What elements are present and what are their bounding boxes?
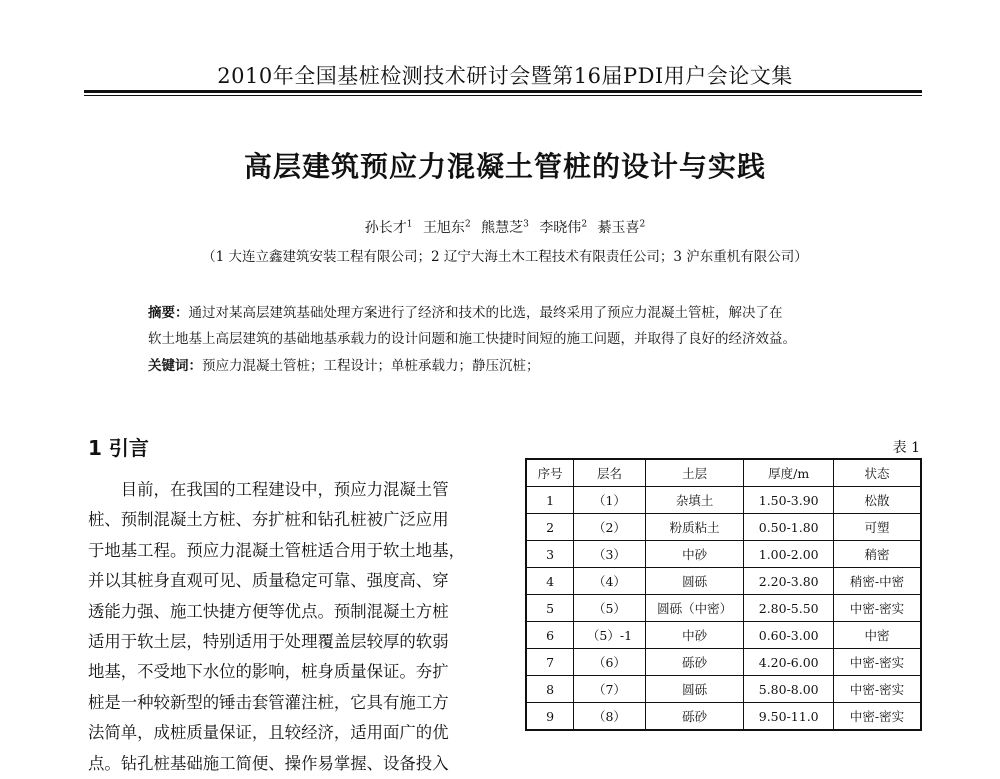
- table-cell: 2: [526, 514, 574, 541]
- table-cell: 粉质粘土: [645, 514, 744, 541]
- text-line: 适用于软土层，特别适用于处理覆盖层较厚的软弱: [88, 632, 449, 652]
- column-header: 土层: [645, 459, 744, 487]
- table-row: [526, 541, 921, 568]
- table-row: [526, 676, 921, 703]
- table-cell: 中密-密实: [833, 649, 921, 676]
- table-cell: （5）-1: [574, 622, 646, 649]
- table-cell: 中密: [833, 622, 921, 649]
- table-row: [526, 649, 921, 676]
- table-row: [526, 595, 921, 622]
- table-body: [526, 487, 921, 731]
- table-cell: 5.80-8.00: [744, 676, 834, 703]
- table-cell: 中密-密实: [833, 703, 921, 731]
- table-cell: 中密-密实: [833, 676, 921, 703]
- abstract-label: 摘要：: [148, 305, 189, 321]
- abstract-text: 通过对某高层建筑基础处理方案进行了经济和技术的比选，最终采用了预应力混凝土管桩，解决了在: [188, 305, 783, 321]
- table-cell: 中密-密实: [833, 595, 921, 622]
- table-cell: 1.50-3.90: [744, 487, 834, 514]
- table-cell: 1.00-2.00: [744, 541, 834, 568]
- running-header: 2010年全国基桩检测技术研讨会暨第16届PDI用户会论文集: [217, 64, 793, 88]
- column-header: 状态: [833, 459, 921, 487]
- table-cell: 圆砾（中密）: [645, 595, 744, 622]
- table-cell: （8）: [574, 703, 646, 731]
- table-cell: （5）: [574, 595, 646, 622]
- table-cell: 8: [526, 676, 574, 703]
- table-row: [526, 514, 921, 541]
- table-cell: 5: [526, 595, 574, 622]
- table-cell: 松散: [833, 487, 921, 514]
- table-cell: （4）: [574, 568, 646, 595]
- table-cell: 稍密-中密: [833, 568, 921, 595]
- table-cell: （6）: [574, 649, 646, 676]
- table-cell: 7: [526, 649, 574, 676]
- text-line: 地基，不受地下水位的影响，桩身质量保证。夯扩: [88, 662, 449, 682]
- table-cell: （1）: [574, 487, 646, 514]
- affiliations: （1 大连立鑫建筑安装工程有限公司；2 辽宁大海土木工程技术有限责任公司；3 沪东重机有限公司）: [202, 249, 808, 265]
- table-cell: 3: [526, 541, 574, 568]
- table-cell: 4.20-6.00: [744, 649, 834, 676]
- table-caption: 表 1: [892, 440, 920, 456]
- table-row: [526, 568, 921, 595]
- table-cell: 2.20-3.80: [744, 568, 834, 595]
- table-cell: 砾砂: [645, 649, 744, 676]
- table-cell: 0.50-1.80: [744, 514, 834, 541]
- table-cell: 圆砾: [645, 676, 744, 703]
- text-line: 点。钻孔桩基础施工简便、操作易掌握、设备投入: [88, 753, 449, 773]
- author: 孙长才$^1$: [364, 219, 413, 236]
- table-cell: 4: [526, 568, 574, 595]
- text-line: 透能力强、施工快捷方便等优点。预制混凝土方桩: [88, 601, 449, 621]
- table-cell: 2.80-5.50: [744, 595, 834, 622]
- table-cell: 1: [526, 487, 574, 514]
- table-cell: 可塑: [833, 514, 921, 541]
- keywords-text: 预应力混凝土管桩；工程设计；单桩承载力；静压沉桩；: [202, 358, 540, 374]
- text-line: 目前，在我国的工程建设中，预应力混凝土管: [88, 480, 449, 499]
- table-cell: 砾砂: [645, 703, 744, 731]
- table-row: [526, 487, 921, 514]
- text-line: 桩是一种较新型的锤击套管灌注桩，它具有施工方: [88, 692, 449, 712]
- table-cell: 稍密: [833, 541, 921, 568]
- author-list: [90, 217, 920, 237]
- table-row: [526, 622, 921, 649]
- table-cell: 9: [526, 703, 574, 731]
- column-header: 层名: [574, 459, 646, 487]
- author: 王旭东$^2$: [422, 219, 471, 236]
- table-cell: 0.60-3.00: [744, 622, 834, 649]
- table-cell: 圆砾: [645, 568, 744, 595]
- section-heading: 1 引言: [88, 436, 149, 460]
- table-row: [526, 703, 921, 731]
- text-line: 桩、预制混凝土方桩、夯扩桩和钻孔桩被广泛应用: [88, 510, 449, 530]
- text-line: 并以其桩身直观可见、质量稳定可靠、强度高、穿: [88, 571, 449, 591]
- author: 李晓伟$^2$: [539, 219, 588, 236]
- text-line: 于地基工程。预应力混凝土管桩适合用于软土地基，: [88, 540, 465, 560]
- abstract: [148, 300, 888, 352]
- table-header-row: [526, 459, 921, 487]
- soil-layer-table: [525, 458, 922, 731]
- section-body: [88, 475, 480, 779]
- author: 綦玉喜$^2$: [597, 219, 646, 236]
- keywords-label: 关键词：: [148, 358, 202, 374]
- table-cell: 6: [526, 622, 574, 649]
- paper-title: 高层建筑预应力混凝土管桩的设计与实践: [243, 150, 766, 183]
- header-rule-thin: [84, 95, 922, 96]
- author: 熊慧芝$^3$: [481, 219, 529, 236]
- table-cell: 杂填土: [645, 487, 744, 514]
- table-cell: （2）: [574, 514, 646, 541]
- table-cell: （3）: [574, 541, 646, 568]
- column-header: 厚度/m: [744, 459, 834, 487]
- abstract-text: 软土地基上高层建筑的基础地基承载力的设计问题和施工快捷时间短的施工问题，并取得了良好的经济效益。: [148, 331, 796, 347]
- column-header: 序号: [526, 459, 574, 487]
- table-cell: （7）: [574, 676, 646, 703]
- header-rule: [84, 90, 922, 93]
- text-line: 法简单，成桩质量保证，且较经济，适用面广的优: [88, 723, 449, 743]
- keywords: [148, 354, 888, 374]
- table-cell: 中砂: [645, 622, 744, 649]
- table-cell: 9.50-11.0: [744, 703, 834, 731]
- table-cell: 中砂: [645, 541, 744, 568]
